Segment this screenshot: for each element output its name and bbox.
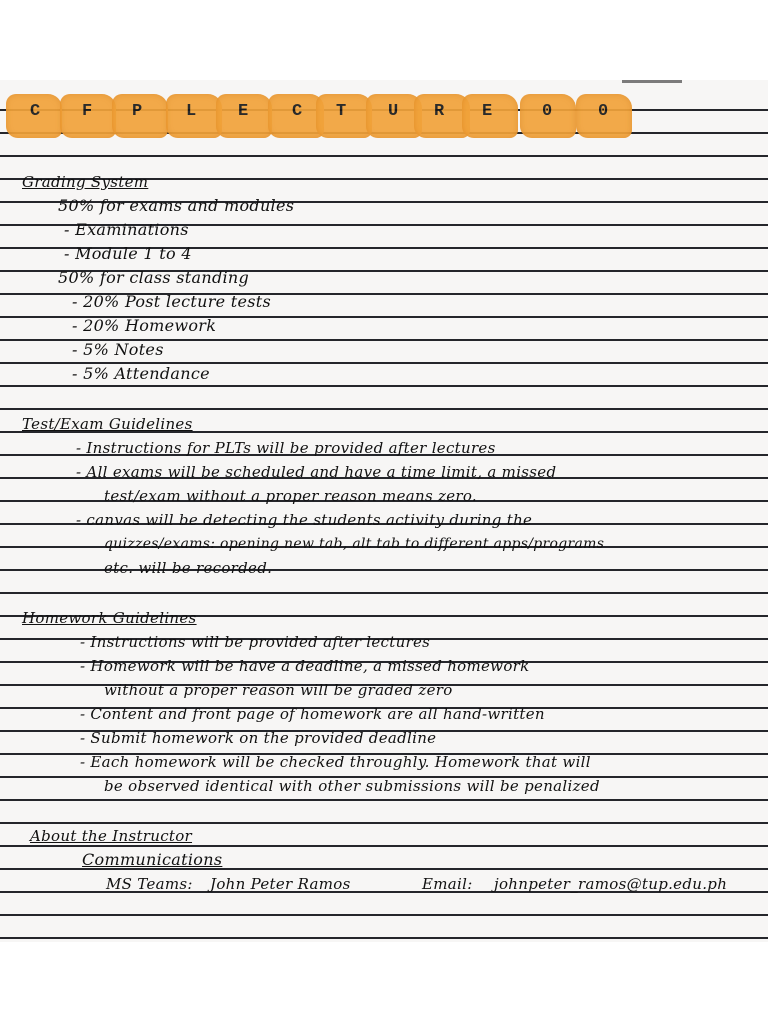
homework-line: without a proper reason will be graded zero bbox=[104, 681, 453, 699]
teams-label: MS Teams: bbox=[106, 875, 193, 893]
grading-line: 50% for class standing bbox=[58, 268, 250, 287]
title-letter-block bbox=[6, 94, 62, 138]
test-line: quizzes/exams: opening new tab, alt tab to different apps/programs bbox=[104, 536, 605, 552]
title-letter-block bbox=[576, 94, 632, 138]
title-letter-block bbox=[166, 94, 222, 138]
title-letter: 0 bbox=[598, 102, 609, 121]
title-letter: E bbox=[482, 102, 493, 121]
homework-line: - Each homework will be checked throughly. Homework that will bbox=[80, 753, 591, 771]
homework-line: - Content and front page of homework are all hand-written bbox=[80, 705, 545, 723]
homework-line: be observed identical with other submissions will be penalized bbox=[104, 777, 600, 795]
lecture-title bbox=[0, 94, 640, 138]
test-line: - Instructions for PLTs will be provided after lectures bbox=[76, 439, 496, 457]
homework-line: - Homework will be have a deadline, a missed homework bbox=[80, 657, 530, 675]
test-heading: Test/Exam Guidelines bbox=[22, 415, 193, 433]
title-letter-block bbox=[462, 94, 518, 138]
homework-line: - Submit homework on the provided deadline bbox=[80, 729, 437, 747]
instructor-heading: About the Instructor bbox=[30, 827, 193, 845]
communications-label: Communications bbox=[82, 850, 223, 869]
notebook-page bbox=[0, 80, 768, 942]
grading-line: - Examinations bbox=[64, 220, 189, 239]
grading-line: - 5% Notes bbox=[72, 340, 164, 359]
title-letter: L bbox=[186, 102, 197, 121]
title-letter-block bbox=[316, 94, 372, 138]
page-edge-mark bbox=[622, 80, 682, 83]
title-letter: F bbox=[82, 102, 93, 121]
grading-line: - Module 1 to 4 bbox=[64, 244, 192, 263]
test-line: etc. will be recorded. bbox=[104, 559, 273, 577]
grading-heading: Grading System bbox=[22, 173, 149, 191]
title-letter-block bbox=[60, 94, 116, 138]
test-line: - All exams will be scheduled and have a time limit, a missed bbox=[76, 463, 557, 481]
title-letter-block bbox=[112, 94, 168, 138]
title-letter: P bbox=[132, 102, 143, 121]
grading-line: - 5% Attendance bbox=[72, 364, 210, 383]
title-letter: C bbox=[292, 102, 303, 121]
email-value: johnpeter_ramos@tup.edu.ph bbox=[494, 875, 728, 893]
title-letter: U bbox=[388, 102, 399, 121]
title-letter: E bbox=[238, 102, 249, 121]
title-letter-block bbox=[216, 94, 272, 138]
grading-line: - 20% Homework bbox=[72, 316, 217, 335]
test-line: - canvas will be detecting the students activity during the bbox=[76, 511, 533, 529]
homework-line: - Instructions will be provided after lectures bbox=[80, 633, 431, 651]
grading-line: 50% for exams and modules bbox=[58, 196, 295, 215]
teams-value: John Peter Ramos bbox=[210, 875, 351, 893]
email-label: Email: bbox=[422, 875, 473, 893]
grading-line: - 20% Post lecture tests bbox=[72, 292, 272, 311]
test-line: test/exam without a proper reason means zero. bbox=[104, 487, 478, 505]
homework-heading: Homework Guidelines bbox=[22, 609, 197, 627]
title-letter-block bbox=[520, 94, 576, 138]
title-letter: R bbox=[434, 102, 445, 121]
title-letter: 0 bbox=[542, 102, 553, 121]
title-letter: T bbox=[336, 102, 347, 121]
title-letter: C bbox=[30, 102, 41, 121]
